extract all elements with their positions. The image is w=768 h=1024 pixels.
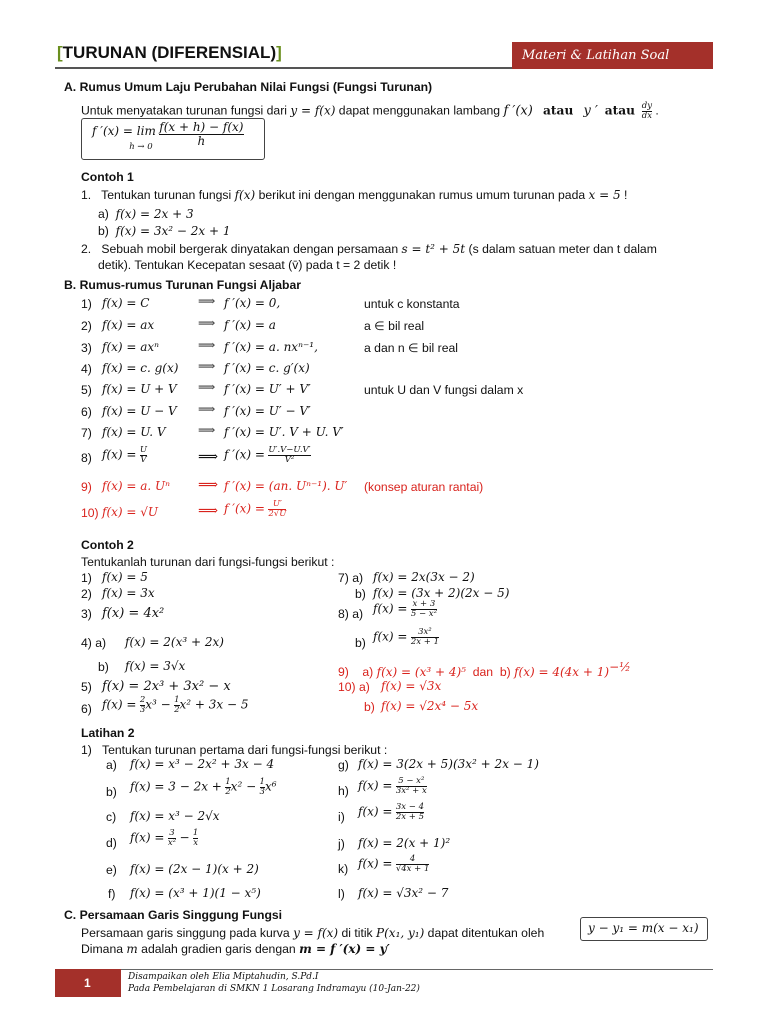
rule-derivative: f ′(x) = a (224, 318, 276, 332)
limit-definition (92, 119, 244, 152)
atau-1: atau (543, 103, 574, 118)
rule-8-d (224, 446, 311, 465)
lat-h-num: 5 − x² (398, 776, 425, 786)
c2-item-7b-num: b) (355, 587, 366, 601)
contoh2-title: Contoh 2 (81, 538, 134, 552)
c2-item-6-num: 6) (81, 702, 92, 716)
rule-note: untuk U dan V fungsi dalam x (364, 383, 524, 397)
lat-d (130, 829, 198, 848)
c2-item-10b: f(x) = √2x⁴ − 5x (381, 699, 479, 713)
lat-d-f1 (168, 829, 176, 848)
q1-x: x = 5 (588, 188, 621, 202)
lat-a-label: a) (106, 758, 117, 772)
lat-d-f1d: x² (167, 837, 177, 848)
r8-d-fraction (268, 446, 310, 465)
lat-c-label: c) (106, 810, 117, 824)
c2-item-num: 5) (81, 680, 92, 694)
contoh1-q1a (98, 207, 194, 221)
c2-item-num: 4) a) (81, 636, 107, 650)
r10-d-fraction (268, 500, 286, 519)
c2-item-8b-num: b) (355, 636, 366, 650)
c2-item-function: f(x) = 4x² (102, 606, 165, 621)
q1-f: f(x) (234, 188, 256, 202)
footer-rule (55, 969, 713, 970)
rule-8-f (102, 446, 147, 465)
l6-b: x³ − (145, 697, 171, 712)
lat-b-f2d: 3 (259, 786, 265, 797)
lat-b-c: x⁶ (264, 779, 277, 794)
rule-arrow: ⟹ (198, 380, 216, 394)
section-c-line1 (81, 926, 544, 940)
rule-derivative: f ′(x) = U′. V + U. V′ (224, 425, 344, 439)
q1-text: Tentukan turunan fungsi (101, 188, 232, 202)
atau-2: atau (604, 103, 635, 118)
rule-arrow: ⟹ (198, 316, 216, 330)
r8-f-fraction (140, 446, 147, 465)
q1b-eq: f(x) = 3x² − 2x + 1 (115, 224, 231, 238)
rule-9-note: (konsep aturan rantai) (364, 480, 484, 494)
c2-item-num: b) (98, 660, 109, 674)
c2-item-7b: f(x) = (3x + 2)(2x − 5) (373, 586, 510, 600)
lat-k-label: k) (338, 862, 349, 876)
r8-fn: U (139, 445, 148, 455)
lat-b-a: f(x) = 3 − 2x + (130, 779, 222, 794)
r8-fd: V (140, 454, 147, 465)
symbol-yprime: y ′ (583, 103, 598, 119)
c2-item-8a (373, 600, 437, 619)
r9-b: f(x) = 4(4x + 1) (514, 665, 610, 680)
lat-l-label: l) (338, 887, 345, 901)
lat-i-frac (396, 803, 424, 822)
lat-g: f(x) = 3(2x + 5)(3x² + 2x − 1) (358, 757, 539, 771)
c-line2-eq: m = f ′(x) = y′ (299, 942, 390, 956)
rule-arrow: ⟹ (198, 359, 216, 373)
section-c-line2 (81, 942, 390, 956)
lat-g-label: g) (338, 758, 349, 772)
l6-a: f(x) = (102, 697, 137, 712)
limit-fraction (159, 121, 243, 147)
r8-dd: V² (268, 455, 310, 465)
c-line2-a: Dimana (81, 942, 123, 956)
c-line1-pt: P(x₁, y₁) (376, 926, 425, 940)
rule-number: 2) (81, 319, 92, 333)
r10-dd: 2√U (268, 508, 287, 519)
rule-arrow: ⟹ (198, 402, 216, 416)
c2-item-10b-num: b) (364, 700, 375, 714)
r9-b-label: b) (499, 665, 511, 680)
lat-h-label: h) (338, 784, 349, 798)
r9-dan: dan (472, 665, 494, 680)
lat-b-label: b) (106, 785, 117, 799)
lat-i-a: f(x) = (358, 804, 393, 819)
r8a-frac (411, 600, 437, 619)
lat-d-f2 (193, 829, 198, 848)
lat-i-den: 2x + 5 (395, 811, 424, 822)
contoh1-q1 (81, 188, 627, 202)
rule-number: 7) (81, 426, 92, 440)
dx: dx (641, 110, 653, 121)
page-number: 1 (84, 976, 91, 990)
lat-k-num: 4 (409, 854, 416, 864)
lat-h-den: 3x² + x (395, 785, 427, 796)
lat-d-label: d) (106, 836, 117, 850)
lat-k-frac (396, 855, 430, 874)
r8-dn: U′.V−U.V′ (268, 445, 311, 455)
r9-a: f(x) = (x³ + 4)⁵ (376, 665, 466, 680)
rule-function: f(x) = axⁿ (102, 340, 160, 354)
l6-f1n: 2 (139, 695, 146, 705)
rule-derivative: f ′(x) = 0, (224, 296, 281, 310)
r8b-den: 2x + 1 (410, 636, 439, 647)
section-c-heading: C. Persamaan Garis Singgung Fungsi (64, 908, 283, 922)
rule-9-num: 9) (81, 480, 92, 494)
tangent-formula: y − y₁ = m(x − x₁) (588, 921, 699, 935)
c2-item-9 (338, 660, 631, 679)
lat-b-f2n: 1 (259, 777, 265, 787)
limit-den: h (159, 134, 243, 148)
lat-f-label: f) (108, 887, 116, 901)
lat-d-a: f(x) = (130, 830, 165, 845)
intro-eq: y = f(x) (290, 103, 336, 118)
rule-function: f(x) = C (102, 296, 150, 310)
contoh1-q2-line2: detik). Tentukan Kecepatan sesaat (v̄) pada t = 2 detik ! (98, 258, 397, 272)
r8a: f(x) = (373, 601, 408, 616)
rule-arrow: ⟹ (198, 338, 216, 352)
r10-dn: U′ (272, 499, 282, 509)
q1b-label: b) (98, 224, 109, 238)
lat-d-f2d: x (193, 837, 198, 848)
dy: dy (641, 101, 653, 111)
rule-9-f: f(x) = a. Uⁿ (102, 479, 171, 493)
lat-a: f(x) = x³ − 2x² + 3x − 4 (130, 757, 275, 771)
r8-d: f ′(x) = (224, 447, 265, 462)
limit-num: f(x + h) − f(x) (159, 119, 244, 134)
footer-line-2: Pada Pembelajaran di SMKN 1 Losarang Indramayu (10-Jan-22) (128, 984, 420, 994)
q2-num: 2. (81, 242, 92, 256)
lat-k (358, 855, 429, 874)
q2-eq: s = t² + 5t (401, 242, 466, 256)
lat-b (130, 778, 277, 797)
c2-item-10a: f(x) = √3x (381, 679, 442, 693)
contoh1-q1b (98, 224, 231, 238)
latihan-num: 1) (81, 743, 92, 757)
q1a-eq: f(x) = 2x + 3 (115, 207, 194, 221)
q2-text: Sebuah mobil bergerak dinyatakan dengan persamaan (101, 242, 399, 256)
c2-item-7a-num: 7) a) (338, 571, 364, 585)
rule-derivative: f ′(x) = c. g′(x) (224, 361, 310, 375)
l6-c: x² + 3x − 5 (179, 697, 249, 712)
rule-number: 6) (81, 405, 92, 419)
rule-number: 3) (81, 341, 92, 355)
lat-h-frac (396, 777, 427, 796)
lat-k-den: √4x + 1 (395, 863, 430, 874)
c2-item-function: f(x) = 5 (102, 570, 148, 584)
c2-item-7a: f(x) = 2x(3x − 2) (373, 570, 475, 584)
lat-h-a: f(x) = (358, 778, 393, 793)
c2-item-function: f(x) = 3√x (125, 659, 186, 673)
rule-9-d: f ′(x) = (an. Uⁿ⁻¹). U′ (224, 479, 348, 493)
rule-function: f(x) = U + V (102, 382, 177, 396)
lat-e-label: e) (106, 863, 117, 877)
intro-text: Untuk menyatakan turunan fungsi dari (81, 103, 287, 118)
rule-10-f: f(x) = √U (102, 505, 159, 519)
rule-number: 5) (81, 383, 92, 397)
lat-h (358, 777, 427, 796)
title-bracket-open: [ (57, 43, 63, 62)
latihan-intro-text: Tentukan turunan pertama dari fungsi-fungsi berikut : (102, 743, 388, 757)
rule-note: untuk c konstanta (364, 297, 460, 311)
lat-e: f(x) = (2x − 1)(x + 2) (130, 862, 259, 876)
c2-item-function: f(x) = 2x³ + 3x² − x (102, 679, 231, 694)
section-b-heading: B. Rumus-rumus Turunan Fungsi Aljabar (64, 278, 301, 292)
r8b-num: 3x² (418, 627, 432, 637)
rule-10-num: 10) (81, 506, 99, 520)
header-label: Materi & Latihan Soal (522, 48, 670, 63)
rule-derivative: f ′(x) = U′ − V′ (224, 404, 311, 418)
rule-function: f(x) = U. V (102, 425, 166, 439)
q1-num: 1. (81, 188, 92, 202)
footer-line-1: Disampaikan oleh Elia Miptahudin, S.Pd.I (128, 972, 319, 982)
c2-item-num: 1) (81, 571, 92, 585)
contoh2-intro: Tentukanlah turunan dari fungsi-fungsi berikut : (81, 555, 335, 569)
rule-note: a ∈ bil real (364, 319, 425, 333)
lat-i-num: 3x − 4 (395, 802, 424, 812)
section-a-heading: A. Rumus Umum Laju Perubahan Nilai Fungsi (Fungsi Turunan) (64, 80, 433, 94)
lat-l: f(x) = √3x² − 7 (358, 886, 449, 900)
l6-f1d: 3 (139, 704, 146, 715)
r8-f: f(x) = (102, 447, 137, 462)
c2-item-8b (373, 628, 439, 647)
title-bracket-close: ] (276, 43, 282, 62)
r8a-den: 5 − x² (410, 608, 437, 619)
r9-exp: −½ (609, 660, 631, 674)
q1-end: ! (624, 188, 628, 202)
rule-10-d (224, 500, 286, 519)
lat-d-b: − (179, 830, 190, 845)
lat-j-label: j) (338, 837, 345, 851)
c2-item-function: f(x) = 3x (102, 586, 155, 600)
dy-dx-fraction (642, 102, 652, 121)
r8b: f(x) = (373, 629, 408, 644)
q1-text-2: berikut ini dengan menggunakan rumus umum turunan pada (258, 188, 586, 202)
r9-num: 9) (338, 665, 349, 680)
rule-8-num: 8) (81, 451, 92, 465)
r9-a-label: a) (362, 665, 374, 680)
q1a-label: a) (98, 207, 109, 221)
c-line1-b: di titik (341, 926, 373, 940)
latihan2-intro (81, 743, 387, 757)
c-line1-c: dapat ditentukan oleh (427, 926, 545, 940)
rule-function: f(x) = U − V (102, 404, 177, 418)
rule-9-arrow: ⟹ (198, 477, 219, 493)
c-line2-b: adalah gradien garis dengan (141, 942, 296, 956)
q2-text-2: (s dalam satuan meter dan t dalam (468, 242, 657, 256)
l6-f2d: 2 (174, 704, 180, 715)
lat-k-a: f(x) = (358, 856, 393, 871)
c2-item-8a-num: 8) a) (338, 607, 364, 621)
c-line1-a: Persamaan garis singgung pada kurva (81, 926, 290, 940)
intro-text-2: dapat menggunakan lambang (338, 103, 501, 118)
title-text: TURUNAN (DIFERENSIAL) (62, 43, 277, 62)
symbol-fprime: f ′(x) (503, 103, 533, 119)
contoh1-title: Contoh 1 (81, 170, 134, 184)
rule-8-arrow: ⟹ (198, 449, 219, 465)
rule-note: a dan n ∈ bil real (364, 341, 458, 355)
rule-number: 1) (81, 297, 92, 311)
lat-i-label: i) (338, 810, 345, 824)
lat-b-f1n: 1 (225, 777, 231, 787)
contoh1-q2 (81, 242, 657, 256)
c-line2-m: m (126, 942, 138, 956)
r10-d: f ′(x) = (224, 501, 265, 516)
lat-b-b: x² − (230, 779, 257, 794)
lat-f: f(x) = (x³ + 1)(1 − x⁵) (130, 886, 261, 900)
lat-b-f1d: 2 (225, 786, 231, 797)
limit-text: f ′(x) = lim (92, 124, 156, 138)
rule-10-arrow: ⟹ (198, 503, 219, 519)
rule-function: f(x) = ax (102, 318, 155, 332)
c2-item-function: f(x) = 2(x³ + 2x) (125, 635, 224, 649)
lat-d-f1n: 3 (169, 828, 175, 838)
c2-item-10a-num: 10) a) (338, 680, 370, 694)
lat-j: f(x) = 2(x + 1)² (358, 836, 451, 850)
lat-i (358, 803, 424, 822)
limit-lhs (92, 124, 156, 152)
rule-arrow: ⟹ (198, 423, 216, 437)
rule-derivative: f ′(x) = a. nxⁿ⁻¹, (224, 340, 318, 354)
r8a-num: x + 3 (412, 599, 436, 609)
rule-function: f(x) = c. g(x) (102, 361, 179, 375)
c2-item-6 (102, 696, 249, 715)
latihan2-title: Latihan 2 (81, 726, 135, 740)
c2-item-num: 2) (81, 587, 92, 601)
limit-sub: h → 0 (129, 142, 153, 152)
c2-item-num: 3) (81, 607, 92, 621)
lat-d-f2n: 1 (192, 828, 199, 838)
rule-number: 4) (81, 362, 92, 376)
rule-derivative: f ′(x) = U′ + V′ (224, 382, 311, 396)
page-title (57, 43, 282, 63)
r8b-frac (411, 628, 439, 647)
l6-f2n: 1 (174, 695, 180, 705)
c-line1-eq: y = f(x) (293, 926, 339, 940)
period: . (655, 103, 659, 118)
lat-c: f(x) = x³ − 2√x (130, 809, 220, 823)
rule-arrow: ⟹ (198, 294, 216, 308)
